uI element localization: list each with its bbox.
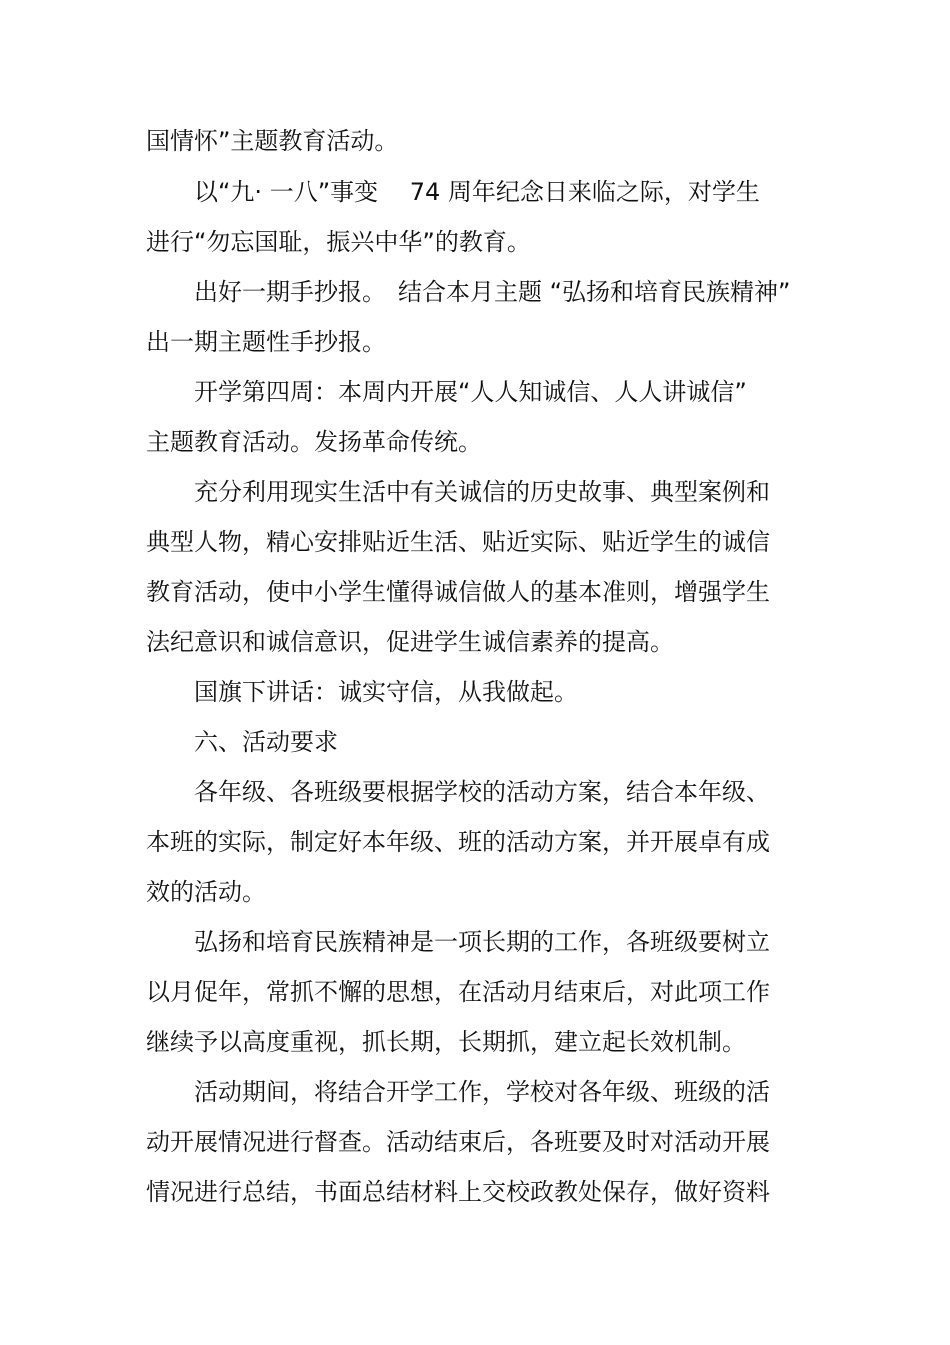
text-line: 国旗下讲话：诚实守信，从我做起。 bbox=[194, 678, 578, 706]
text-line: 出一期主题性手抄报。 bbox=[146, 328, 386, 356]
text-line: 法纪意识和诚信意识，促进学生诚信素养的提高。 bbox=[146, 628, 674, 656]
text-line: 充分利用现实生活中有关诚信的历史故事、典型案例和 bbox=[194, 478, 770, 506]
text-line: 以“九· 一八”事变 74 周年纪念日来临之际，对学生 bbox=[194, 178, 760, 206]
text-line: 弘扬和培育民族精神是一项长期的工作，各班级要树立 bbox=[194, 928, 770, 956]
text-line: 活动期间，将结合开学工作，学校对各年级、班级的活 bbox=[194, 1078, 770, 1106]
text-line: 主题教育活动。发扬革命传统。 bbox=[146, 428, 482, 456]
text-line: 效的活动。 bbox=[146, 878, 266, 906]
text-line: 开学第四周：本周内开展“人人知诚信、人人讲诚信” bbox=[194, 378, 747, 406]
text-line: 各年级、各班级要根据学校的活动方案，结合本年级、 bbox=[194, 778, 770, 806]
text-line: 出好一期手抄报。 结合本月主题 “弘扬和培育民族精神” bbox=[194, 278, 791, 306]
text-line: 本班的实际，制定好本年级、班的活动方案，并开展卓有成 bbox=[146, 828, 770, 856]
section-heading: 六、活动要求 bbox=[194, 728, 338, 756]
text-line: 情况进行总结，书面总结材料上交校政教处保存，做好资料 bbox=[146, 1178, 770, 1206]
text-line: 进行“勿忘国耻，振兴中华”的教育。 bbox=[146, 228, 531, 256]
text-line: 动开展情况进行督查。活动结束后，各班要及时对活动开展 bbox=[146, 1128, 770, 1156]
text-line: 国情怀”主题教育活动。 bbox=[146, 127, 399, 155]
text-line: 以月促年，常抓不懈的思想，在活动月结束后，对此项工作 bbox=[146, 978, 770, 1006]
text-line: 教育活动，使中小学生懂得诚信做人的基本准则，增强学生 bbox=[146, 578, 770, 606]
text-line: 典型人物，精心安排贴近生活、贴近实际、贴近学生的诚信 bbox=[146, 528, 770, 556]
text-line: 继续予以高度重视，抓长期，长期抓，建立起长效机制。 bbox=[146, 1028, 746, 1056]
